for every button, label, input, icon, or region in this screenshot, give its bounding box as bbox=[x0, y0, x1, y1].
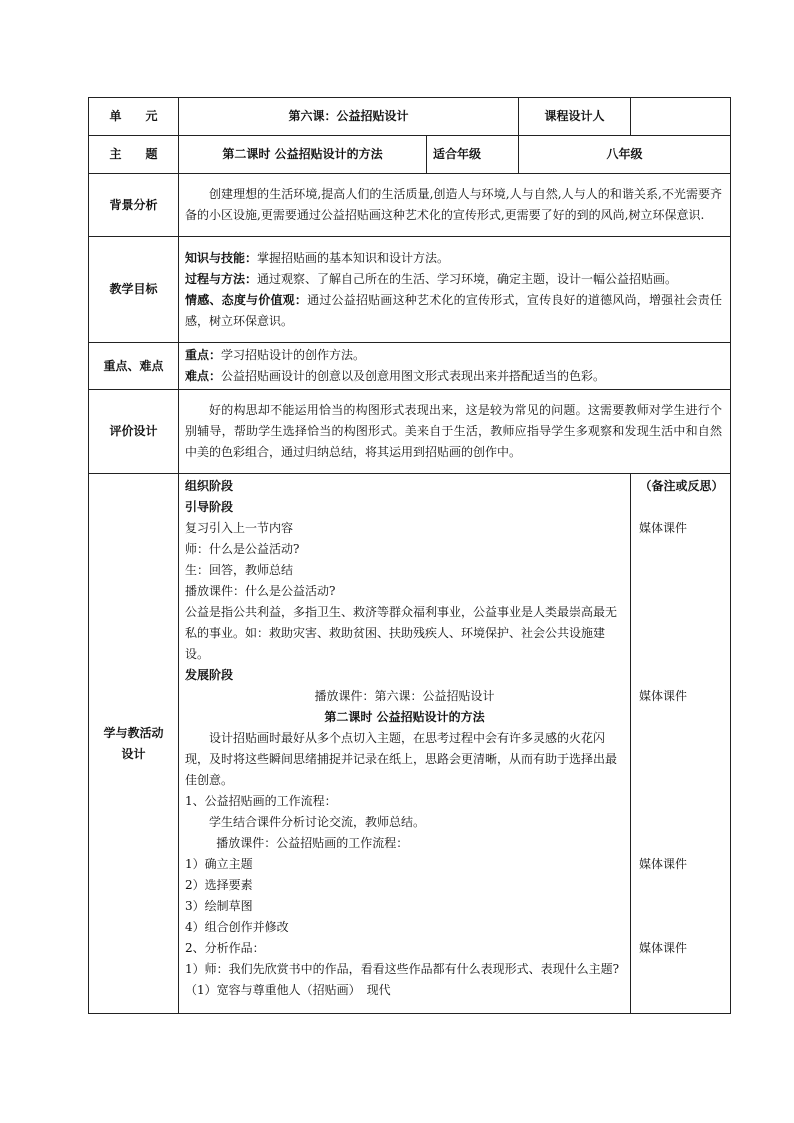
process-line: 学生结合课件分析讨论交流，教师总结。 bbox=[209, 815, 426, 829]
process-line: 公益是指公共利益，多指卫生、救济等群众福利事业，公益事业是人类最崇高最无私的事业。如：救助灾害、救助贫困、扶助残疾人、环境保护、社会公共设施建设。 bbox=[185, 605, 618, 661]
process-line: 师：什么是公益活动? bbox=[185, 542, 300, 556]
keypoints-label: 重点、难点 bbox=[89, 343, 179, 390]
evaluation-text: 好的构思却不能运用恰当的构图形式表现出来，这是较为常见的问题。这需要教师对学生进行个别辅导，帮助学生选择恰当的构图形式。美来自于生活，教师应指导学生多观察和发现生活中和自然中美的色彩组合，通过归纳总结，将其运用到招贴画的创作中。 bbox=[179, 390, 731, 474]
process-line: 1、公益招贴画的工作流程： bbox=[185, 794, 337, 808]
lesson-plan-table bbox=[88, 97, 731, 1014]
evaluation-label: 评价设计 bbox=[89, 390, 179, 474]
theme-value: 第二课时 公益招贴设计的方法 bbox=[179, 136, 427, 174]
process-line: 设计招贴画时最好从多个点切入主题，在思考过程中会有许多灵感的火花闪现，及时将这些瞬间思绪捕捉并记录在纸上，思路会更清晰，从而有助于选择出最佳创意。 bbox=[185, 731, 618, 787]
grade-label: 适合年级 bbox=[427, 136, 519, 174]
keypoint-item: 难点：公益招贴画设计的创意以及创意用图文形式表现出来并搭配适当的色彩。 bbox=[185, 369, 606, 383]
objective-item: 知识与技能：掌握招贴画的基本知识和设计方法。 bbox=[185, 250, 450, 265]
designer-label: 课程设计人 bbox=[519, 98, 631, 136]
process-content bbox=[179, 474, 631, 1014]
note-item: 媒体课件 bbox=[639, 857, 688, 871]
process-line: 1）确立主题 bbox=[185, 857, 253, 871]
objectives-content bbox=[179, 237, 731, 343]
grade-value: 八年级 bbox=[519, 136, 731, 174]
process-line: 播放课件：第六课：公益招贴设计 bbox=[314, 689, 495, 703]
process-line: 2、分析作品： bbox=[185, 941, 265, 955]
note-item: 媒体课件 bbox=[639, 689, 688, 703]
process-line: 1）师：我们先欣赏书中的作品，看看这些作品都有什么表现形式、表现什么主题? bbox=[185, 962, 620, 976]
process-lines bbox=[185, 476, 624, 1001]
keypoints-content bbox=[179, 343, 731, 390]
process-line: 生：回答，教师总结 bbox=[185, 563, 294, 577]
process-line: 组织阶段 bbox=[185, 479, 234, 493]
unit-row bbox=[89, 98, 731, 136]
process-line: 引导阶段 bbox=[185, 500, 234, 514]
process-line: 播放课件：什么是公益活动? bbox=[185, 584, 336, 598]
keypoint-item: 重点：学习招贴设计的创作方法。 bbox=[185, 348, 366, 362]
process-label: 学与教活动 设计 bbox=[89, 474, 179, 1014]
process-line: 第二课时 公益招贴设计的方法 bbox=[324, 710, 485, 724]
notes-header: （备注或反思） bbox=[639, 479, 724, 493]
process-line: 4）组合创作并修改 bbox=[185, 920, 289, 934]
evaluation-row bbox=[89, 390, 731, 474]
process-line: 2）选择要素 bbox=[185, 878, 253, 892]
process-line: 播放课件：公益招贴画的工作流程： bbox=[216, 836, 409, 850]
process-row bbox=[89, 474, 731, 1014]
process-notes bbox=[631, 474, 731, 1014]
background-row bbox=[89, 174, 731, 237]
theme-row bbox=[89, 136, 731, 174]
lesson-plan-page bbox=[88, 97, 730, 1014]
objective-item: 过程与方法：通过观察、了解自己所在的生活、学习环境，确定主题，设计一幅公益招贴画。 bbox=[185, 271, 678, 286]
unit-label: 单 元 bbox=[89, 98, 179, 136]
theme-label: 主 题 bbox=[89, 136, 179, 174]
objective-item: 情感、态度与价值观：通过公益招贴画这种艺术化的宣传形式，宣传良好的道德风尚，增强社会责任感，树立环保意识。 bbox=[185, 292, 723, 328]
note-item: 媒体课件 bbox=[639, 521, 688, 535]
unit-value: 第六课：公益招贴设计 bbox=[179, 98, 519, 136]
process-line: 发展阶段 bbox=[185, 668, 234, 682]
process-line: （1）宽容与尊重他人（招贴画） 现代 bbox=[185, 983, 391, 997]
background-label: 背景分析 bbox=[89, 174, 179, 237]
designer-value bbox=[631, 98, 731, 136]
note-item: 媒体课件 bbox=[639, 941, 688, 955]
objectives-label: 教学目标 bbox=[89, 237, 179, 343]
background-text: 创建理想的生活环境,提高人们的生活质量,创造人与环境,人与自然,人与人的和谐关系,不光需要齐备的小区设施,更需要通过公益招贴画这种艺术化的宣传形式,更需要了好的到的风尚,树立环保意识. bbox=[179, 174, 731, 237]
keypoints-row bbox=[89, 343, 731, 390]
process-line: 复习引入上一节内容 bbox=[185, 521, 294, 535]
objectives-row bbox=[89, 237, 731, 343]
process-line: 3）绘制草图 bbox=[185, 899, 253, 913]
